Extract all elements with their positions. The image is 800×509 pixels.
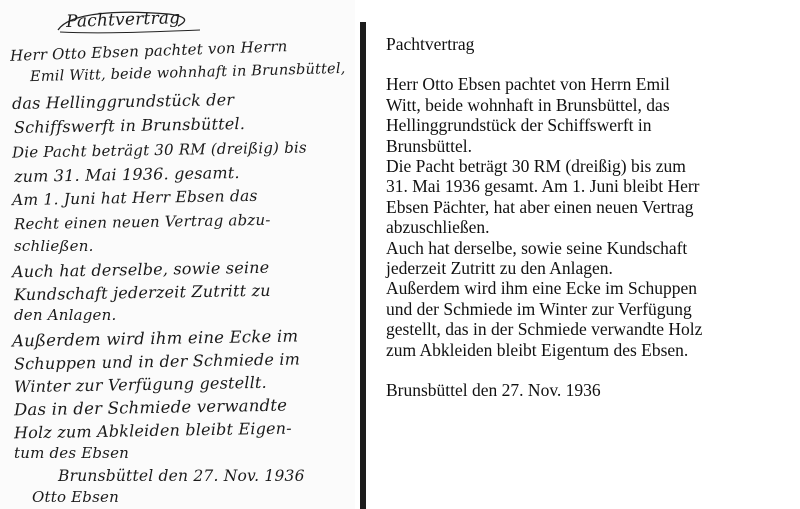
handwritten-line: schließen.	[14, 237, 94, 255]
transcript-title: Pachtvertrag	[386, 34, 475, 54]
handwritten-line: Herr Otto Ebsen pachtet von Herrn	[9, 37, 288, 65]
handwritten-line: Kundschaft jederzeit Zutritt zu	[13, 280, 271, 305]
handwritten-line: Auch hat derselbe, sowie seine	[11, 257, 270, 282]
vertical-divider	[360, 22, 366, 509]
handwritten-line: das Hellinggrundstück der	[11, 90, 235, 113]
handwritten-line: Holz zum Abkleiden bleibt Eigen-	[13, 418, 292, 443]
handwritten-line: zum 31. Mai 1936. gesamt.	[13, 163, 240, 186]
transcript-closing: Brunsbüttel den 27. Nov. 1936	[386, 380, 601, 401]
handwritten-line: Emil Witt, beide wohnhaft in Brunsbüttel,	[29, 60, 346, 86]
transcript-body: Herr Otto Ebsen pachtet von Herrn Emil Witt, beide wohnhaft in Brunsbüttel, das Hellinggrundstück der Schiffswerft in Brunsbüttel. Die Pacht beträgt 30 RM (dreißig) bis zum 31. Mai 1936 gesamt. Am 1. Juni bleibt Herr Ebsen Pächter, hat aber einen neuen Vertrag abzuschließen. Auch hat derselbe, sowie seine Kundschaft jederzeit Zutritt zu den Anlagen. Außerdem wird ihm eine Ecke im Schuppen und der Schmiede im Winter zur Verfügung gestellt, das in der Schmiede verwandte Holz zum Abkleiden bleibt Eigentum des Ebsen.	[386, 74, 703, 360]
handwritten-line: Winter zur Verfügung gestellt.	[13, 372, 268, 397]
handwritten-date: Brunsbüttel den 27. Nov. 1936	[58, 467, 305, 485]
handwritten-contract-scan	[0, 0, 355, 509]
handwritten-line: Schuppen und in der Schmiede im	[13, 349, 301, 374]
handwritten-line: tum des Ebsen	[14, 444, 130, 462]
handwritten-title: Pachtvertrag	[65, 8, 181, 32]
handwritten-line: den Anlagen.	[14, 306, 117, 324]
typed-transcript	[386, 34, 786, 401]
handwritten-line: Schiffswerft in Brunsbüttel.	[13, 113, 246, 138]
handwritten-line: Das in der Schmiede verwandte	[13, 395, 288, 420]
handwritten-line: Die Pacht beträgt 30 RM (dreißig) bis	[11, 138, 307, 162]
handwritten-line: Am 1. Juni hat Herr Ebsen das	[11, 186, 258, 210]
handwritten-signature: Otto Ebsen	[32, 488, 119, 506]
handwritten-line: Außerdem wird ihm eine Ecke im	[11, 326, 299, 351]
handwritten-line: Recht einen neuen Vertrag abzu-	[13, 210, 271, 234]
